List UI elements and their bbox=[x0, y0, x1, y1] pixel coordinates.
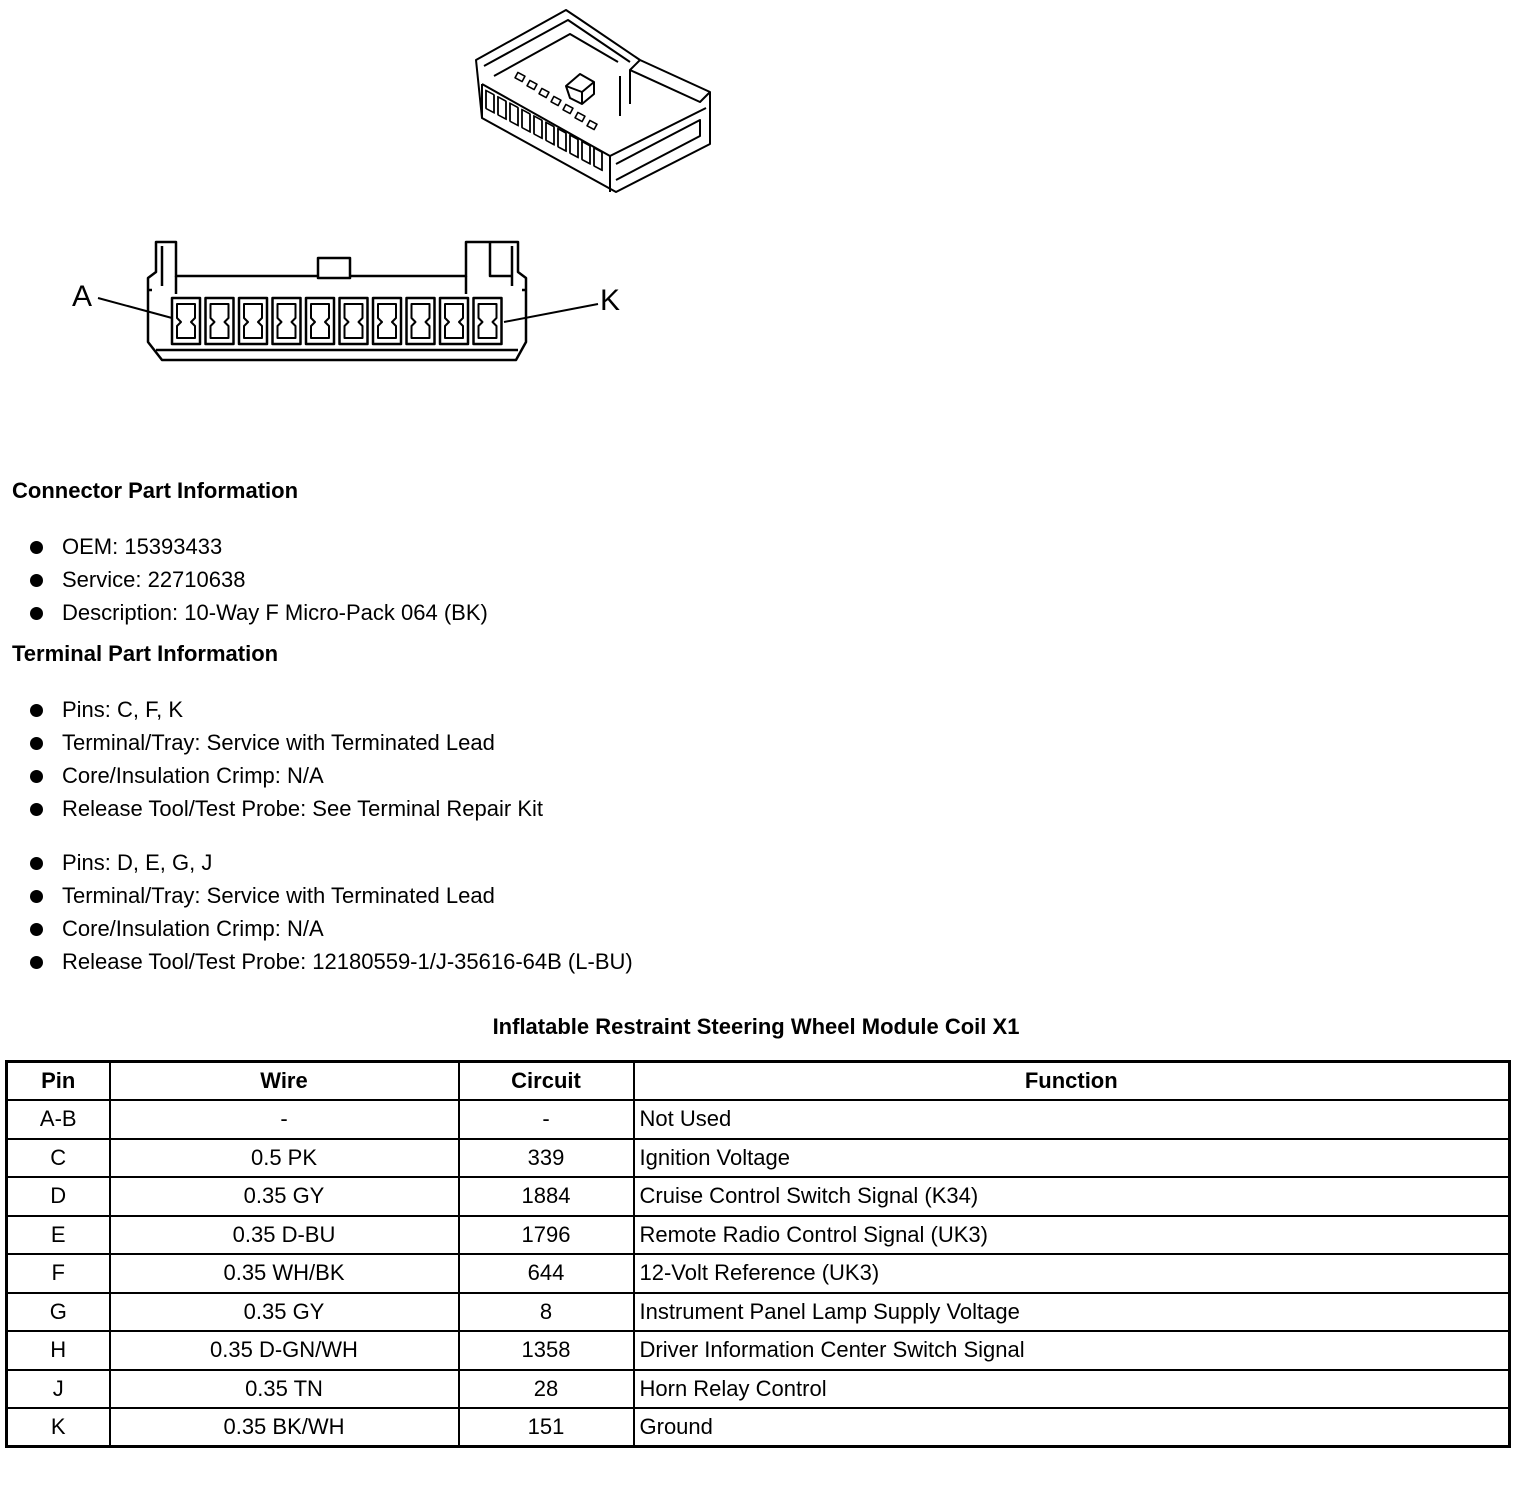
cell-function: Horn Relay Control bbox=[634, 1370, 1510, 1409]
table-row bbox=[7, 1408, 1510, 1447]
list-item-text: Core/Insulation Crimp: N/A bbox=[62, 763, 324, 788]
pinout-table bbox=[5, 1060, 1511, 1448]
bullet-icon bbox=[30, 890, 43, 903]
cell-circuit: 8 bbox=[459, 1293, 634, 1332]
cell-circuit: 1884 bbox=[459, 1177, 634, 1216]
table-row bbox=[7, 1293, 1510, 1332]
cell-wire: 0.35 GY bbox=[110, 1177, 459, 1216]
cell-pin: G bbox=[7, 1293, 110, 1332]
header-pin: Pin bbox=[7, 1062, 110, 1101]
connector-info-heading: Connector Part Information bbox=[12, 478, 299, 503]
cell-circuit: 28 bbox=[459, 1370, 634, 1409]
cell-function: Instrument Panel Lamp Supply Voltage bbox=[634, 1293, 1510, 1332]
cell-pin: D bbox=[7, 1177, 110, 1216]
list-item bbox=[28, 792, 543, 825]
cell-pin: A-B bbox=[7, 1100, 110, 1139]
list-item bbox=[28, 759, 543, 792]
table-row bbox=[7, 1177, 1510, 1216]
bullet-icon bbox=[30, 574, 43, 587]
list-item bbox=[28, 912, 633, 945]
bullet-icon bbox=[30, 857, 43, 870]
list-item bbox=[28, 563, 488, 596]
list-item bbox=[28, 879, 633, 912]
bullet-icon bbox=[30, 956, 43, 969]
bullet-icon bbox=[30, 803, 43, 816]
table-row bbox=[7, 1100, 1510, 1139]
list-item bbox=[28, 693, 543, 726]
cell-circuit: - bbox=[459, 1100, 634, 1139]
cell-function: Ignition Voltage bbox=[634, 1139, 1510, 1178]
connector-info-list bbox=[28, 530, 488, 629]
list-item bbox=[28, 530, 488, 563]
cell-pin: C bbox=[7, 1139, 110, 1178]
connector-face-view bbox=[60, 232, 640, 374]
table-row bbox=[7, 1139, 1510, 1178]
cell-wire: 0.35 GY bbox=[110, 1293, 459, 1332]
list-item bbox=[28, 726, 543, 759]
table-row bbox=[7, 1216, 1510, 1255]
bullet-icon bbox=[30, 737, 43, 750]
list-item bbox=[28, 596, 488, 629]
bullet-icon bbox=[30, 607, 43, 620]
cell-pin: H bbox=[7, 1331, 110, 1370]
cell-wire: 0.35 D-GN/WH bbox=[110, 1331, 459, 1370]
list-item-text: Pins: D, E, G, J bbox=[62, 850, 213, 875]
header-circuit: Circuit bbox=[459, 1062, 634, 1101]
bullet-icon bbox=[30, 704, 43, 717]
pin-label-a: A bbox=[72, 280, 93, 313]
list-item-text: Release Tool/Test Probe: 12180559-1/J-35616-64B (L-BU) bbox=[62, 949, 633, 974]
cell-function: Driver Information Center Switch Signal bbox=[634, 1331, 1510, 1370]
header-function: Function bbox=[634, 1062, 1510, 1101]
cell-circuit: 1796 bbox=[459, 1216, 634, 1255]
bullet-icon bbox=[30, 770, 43, 783]
cell-function: Ground bbox=[634, 1408, 1510, 1447]
cell-circuit: 151 bbox=[459, 1408, 634, 1447]
table-row bbox=[7, 1254, 1510, 1293]
table-row bbox=[7, 1370, 1510, 1409]
bullet-icon bbox=[30, 541, 43, 554]
cell-wire: 0.5 PK bbox=[110, 1139, 459, 1178]
cell-pin: K bbox=[7, 1408, 110, 1447]
bullet-icon bbox=[30, 923, 43, 936]
cell-function: Not Used bbox=[634, 1100, 1510, 1139]
cell-wire: 0.35 TN bbox=[110, 1370, 459, 1409]
table-header-row bbox=[7, 1062, 1510, 1101]
cell-circuit: 339 bbox=[459, 1139, 634, 1178]
list-item-text: Pins: C, F, K bbox=[62, 697, 184, 722]
list-item-text: Service: 22710638 bbox=[62, 567, 246, 592]
list-item bbox=[28, 846, 633, 879]
cell-pin: F bbox=[7, 1254, 110, 1293]
cell-wire: 0.35 D-BU bbox=[110, 1216, 459, 1255]
terminal-info-heading: Terminal Part Information bbox=[12, 641, 279, 666]
pin-label-k: K bbox=[600, 284, 621, 317]
cell-function: Remote Radio Control Signal (UK3) bbox=[634, 1216, 1510, 1255]
cell-wire: 0.35 BK/WH bbox=[110, 1408, 459, 1447]
cell-pin: J bbox=[7, 1370, 110, 1409]
list-item-text: Terminal/Tray: Service with Terminated Lead bbox=[62, 883, 495, 908]
cell-wire: 0.35 WH/BK bbox=[110, 1254, 459, 1293]
header-wire: Wire bbox=[110, 1062, 459, 1101]
table-row bbox=[7, 1331, 1510, 1370]
list-item-text: OEM: 15393433 bbox=[62, 534, 223, 559]
connector-isometric-drawing bbox=[470, 4, 720, 196]
cell-circuit: 644 bbox=[459, 1254, 634, 1293]
cell-function: 12-Volt Reference (UK3) bbox=[634, 1254, 1510, 1293]
cell-pin: E bbox=[7, 1216, 110, 1255]
list-item bbox=[28, 945, 633, 978]
cell-circuit: 1358 bbox=[459, 1331, 634, 1370]
terminal-info-list-1 bbox=[28, 693, 543, 825]
cell-wire: - bbox=[110, 1100, 459, 1139]
list-item-text: Terminal/Tray: Service with Terminated Lead bbox=[62, 730, 495, 755]
list-item-text: Core/Insulation Crimp: N/A bbox=[62, 916, 324, 941]
list-item-text: Description: 10-Way F Micro-Pack 064 (BK) bbox=[62, 600, 488, 625]
list-item-text: Release Tool/Test Probe: See Terminal Repair Kit bbox=[62, 796, 543, 821]
cell-function: Cruise Control Switch Signal (K34) bbox=[634, 1177, 1510, 1216]
terminal-info-list-2 bbox=[28, 846, 633, 978]
table-title: Inflatable Restraint Steering Wheel Module Coil X1 bbox=[492, 1014, 1020, 1039]
